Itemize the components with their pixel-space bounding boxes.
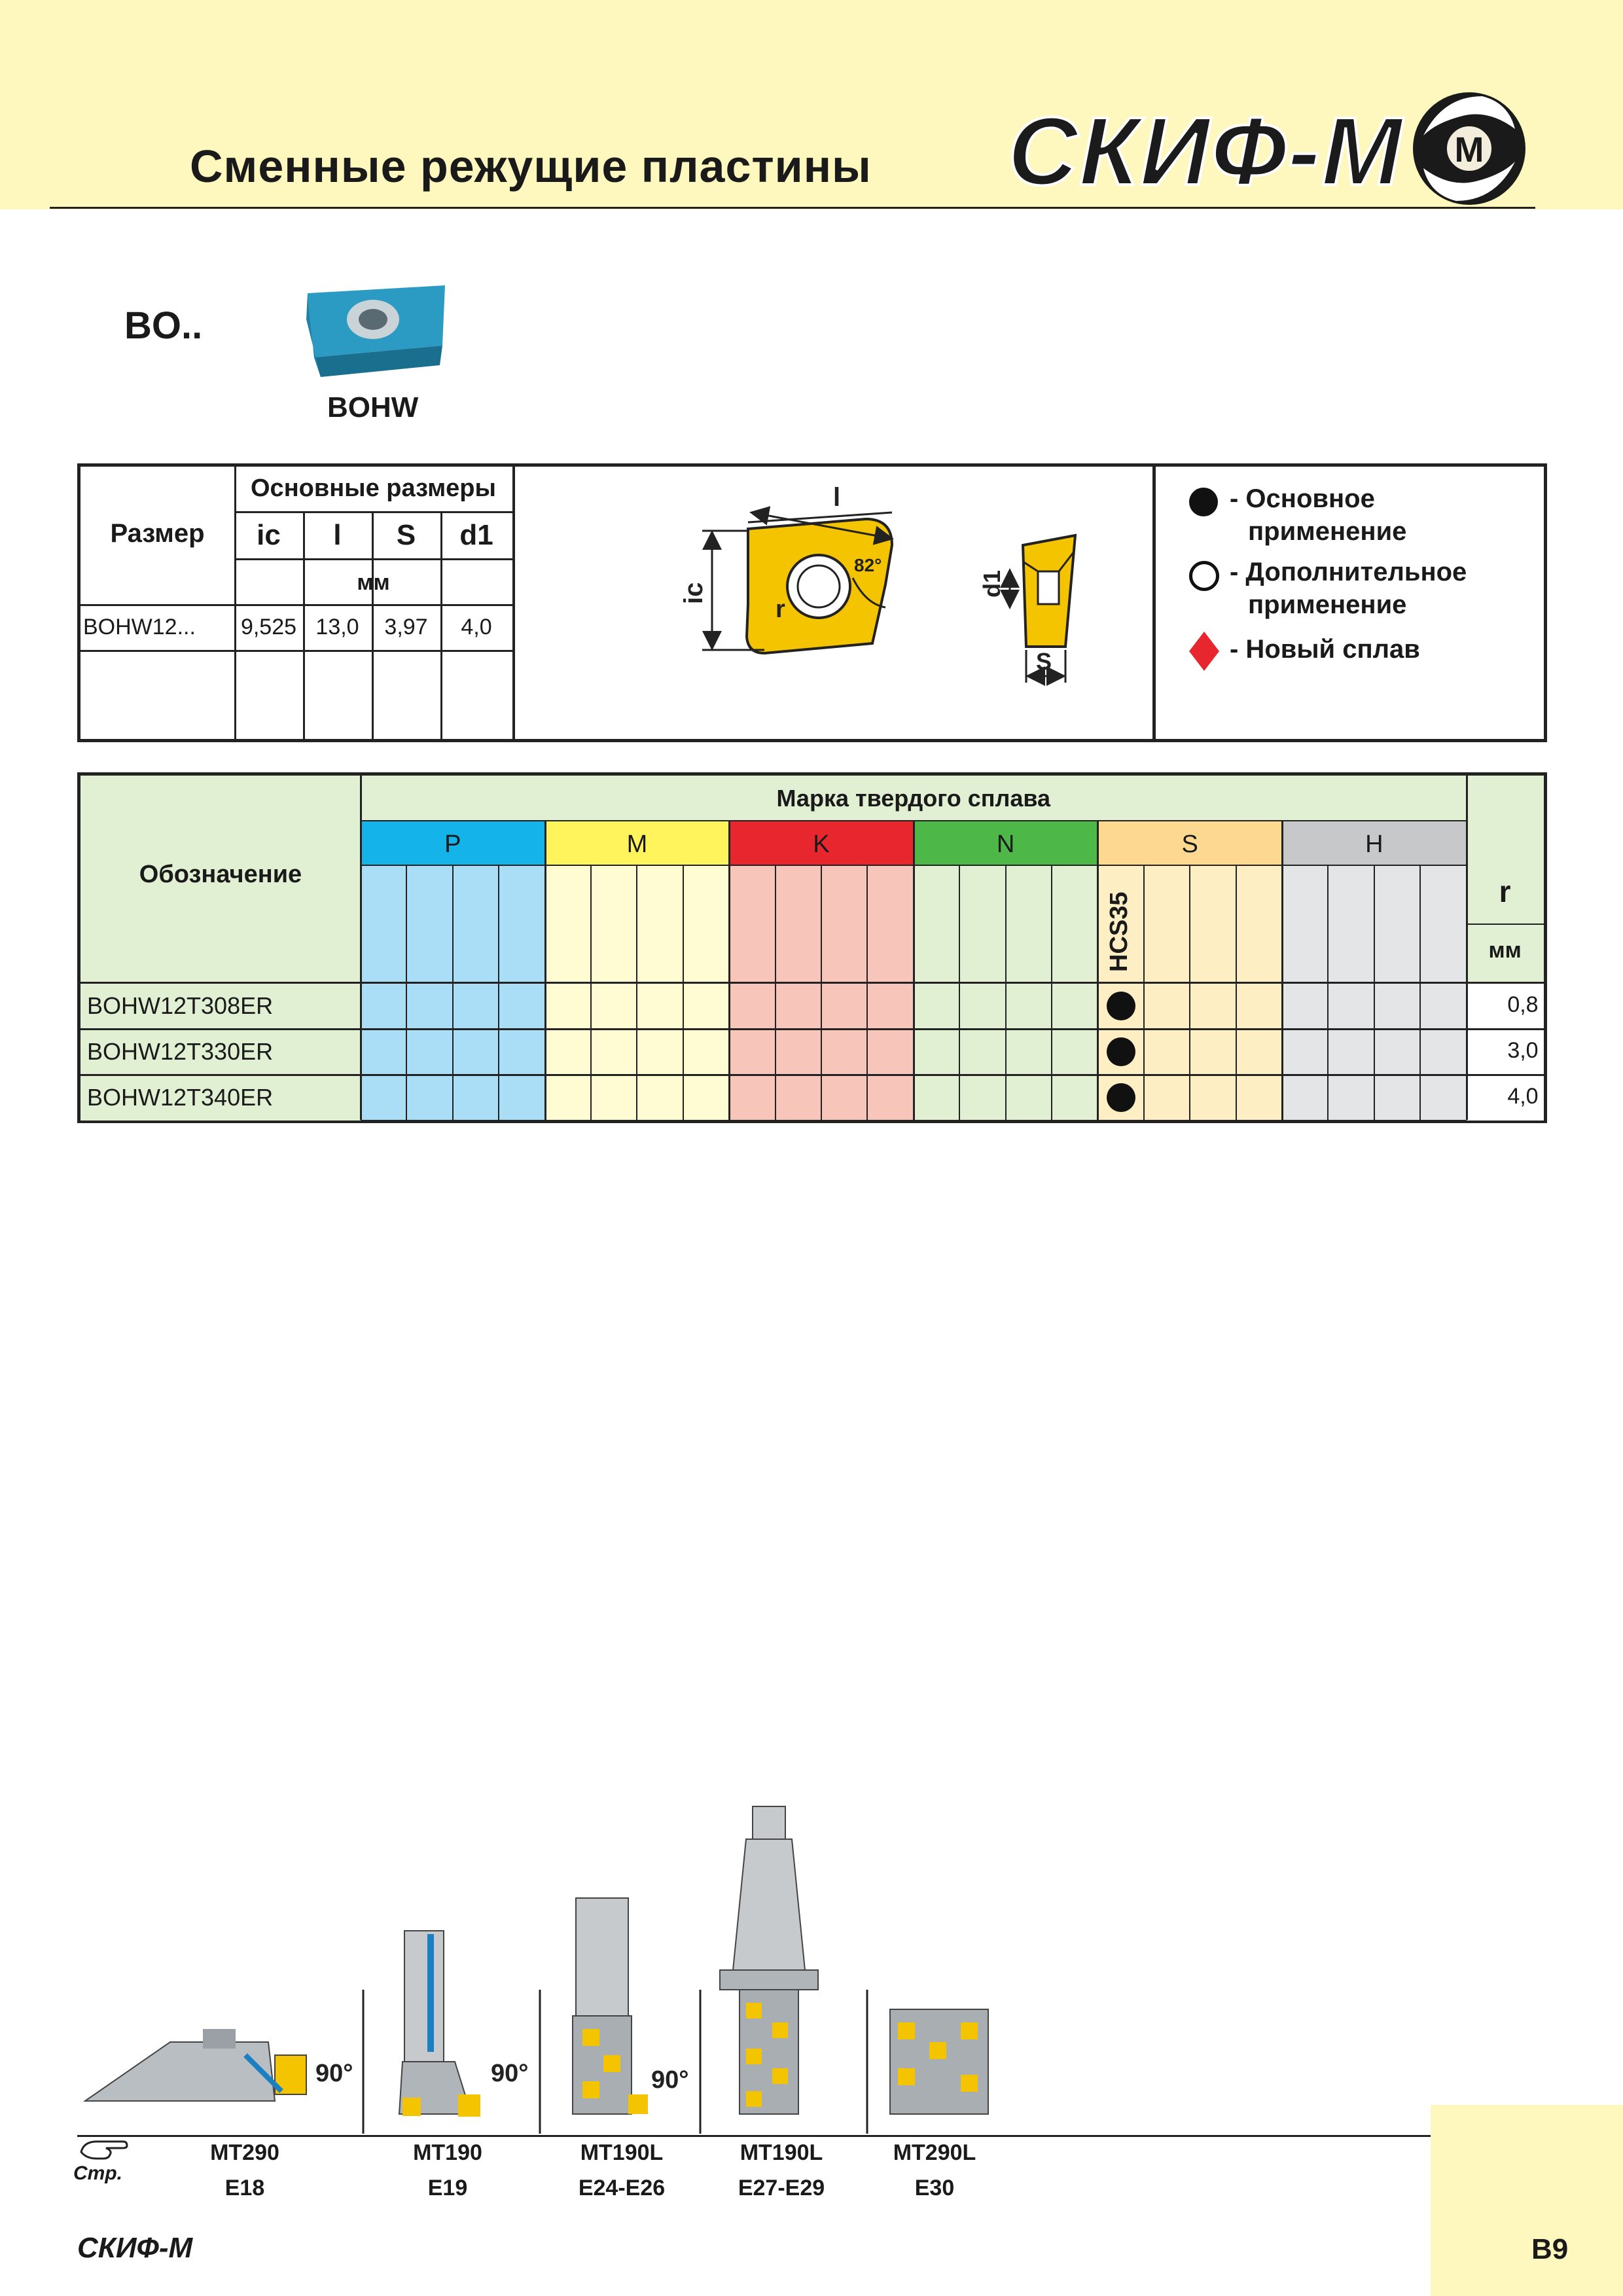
col-l: l: [333, 519, 342, 551]
tool-page-4: E27-E29: [738, 2176, 825, 2200]
r-header: r: [1499, 874, 1511, 908]
grid-line: [1236, 866, 1237, 1120]
series-code: BO..: [124, 304, 203, 347]
new-grade-icon: [1188, 632, 1221, 671]
col-s: S: [396, 519, 416, 551]
grade-column: [776, 866, 821, 1120]
grades-table: [77, 772, 1547, 1123]
grid-line: [1189, 866, 1190, 1120]
tool-name-2: MT190: [413, 2140, 482, 2165]
size-header: Размер: [110, 519, 205, 548]
grid-line: [1143, 866, 1145, 1120]
table-row-r: 0,8: [1507, 992, 1539, 1017]
grid-line: [80, 1028, 1544, 1030]
tools-illustration: [72, 1793, 1027, 2134]
grid-line: [683, 866, 684, 1120]
group-label-h: H: [1365, 831, 1383, 858]
grade-column: [867, 866, 913, 1120]
svg-text:M: M: [1454, 130, 1484, 170]
group-label-n: N: [996, 831, 1015, 858]
grade-header: Марка твердого сплава: [776, 785, 1051, 812]
tool-name-4: MT190L: [740, 2140, 823, 2165]
grade-column: [821, 866, 867, 1120]
group-label-s: S: [1181, 831, 1198, 858]
grid-line: [1374, 866, 1375, 1120]
grid-line: [1466, 776, 1468, 1120]
grid-line: [913, 821, 915, 1120]
l-value: 13,0: [315, 615, 359, 639]
logo-emblem: [1413, 92, 1525, 205]
col-ic: ic: [257, 519, 281, 551]
main-use-mark: [1107, 1037, 1135, 1066]
grid-line: [1005, 866, 1007, 1120]
header-rule: [50, 207, 1535, 209]
grid-line: [1327, 866, 1329, 1120]
grade-column: [406, 866, 452, 1120]
group-label-k: K: [813, 831, 830, 858]
grade-column: [1328, 866, 1374, 1120]
extra-use-icon: [1189, 561, 1219, 591]
grid-line: [821, 866, 822, 1120]
grid-line: [406, 866, 407, 1120]
grid-line: [866, 866, 868, 1120]
grid-line: [360, 776, 362, 1120]
svg-text:82°: 82°: [854, 555, 882, 575]
grade-column: [1420, 866, 1466, 1120]
col-d1: d1: [459, 519, 493, 551]
insert-image: [288, 280, 458, 378]
svg-text:l: l: [833, 483, 841, 512]
tool-mt190l-short: [573, 1898, 648, 2114]
grade-column: [1190, 866, 1236, 1120]
table-row-designation: BOHW12T340ER: [87, 1084, 274, 1111]
main-dims-header: Основные размеры: [251, 475, 496, 502]
svg-text:СКИФ-М: СКИФ-М: [1008, 98, 1404, 206]
grade-column: [1282, 866, 1328, 1120]
legend-main: - Основное: [1230, 484, 1375, 513]
group-label-p: P: [444, 831, 461, 858]
insert-drawing: [656, 473, 1115, 735]
d1-value: 4,0: [461, 615, 492, 639]
grid-line: [1419, 866, 1421, 1120]
svg-text:ic: ic: [679, 582, 708, 604]
grade-column: [637, 866, 683, 1120]
ic-value: 9,525: [240, 615, 297, 639]
tool-mt290l: [890, 2009, 988, 2114]
grade-column: [1236, 866, 1282, 1120]
tool-mt290: [85, 2029, 306, 2101]
table-row-designation: BOHW12T330ER: [87, 1038, 274, 1065]
r-unit: мм: [1488, 938, 1522, 963]
grid-line: [1097, 821, 1099, 1120]
svg-text:90°: 90°: [315, 2060, 353, 2087]
grid-line: [80, 982, 1544, 984]
grid-line: [728, 821, 730, 1120]
table-row-r: 3,0: [1507, 1038, 1539, 1063]
grid-line: [498, 866, 499, 1120]
grid-line: [1051, 866, 1052, 1120]
grade-column: [453, 866, 499, 1120]
grid-line: [544, 821, 546, 1120]
legend-extra: - Дополнительное: [1230, 558, 1467, 586]
grid-line: [636, 866, 637, 1120]
grid-line: [590, 866, 592, 1120]
svg-text:90°: 90°: [651, 2066, 689, 2094]
s-value: 3,97: [384, 615, 428, 639]
grid-line: [959, 866, 960, 1120]
grade-column: [591, 866, 637, 1120]
svg-text:S: S: [1036, 648, 1052, 675]
main-use-mark: [1107, 1083, 1135, 1112]
tool-mt190: [399, 1931, 480, 2117]
tool-page-2: E19: [427, 2176, 468, 2200]
grid-line: [1281, 821, 1283, 1120]
footer-band: [1431, 2105, 1623, 2296]
page-ref-label: Стр.: [73, 2162, 122, 2184]
grade-column: [914, 866, 959, 1120]
grid-line: [80, 1074, 1544, 1076]
tool-name-1: MT290: [210, 2140, 279, 2165]
size-cell: BOHW12...: [83, 615, 196, 639]
svg-text:r: r: [776, 596, 785, 623]
tool-page-5: E30: [914, 2176, 955, 2200]
table-row-r: 4,0: [1507, 1084, 1539, 1109]
grade-column: [545, 866, 591, 1120]
brand-logo: [1008, 86, 1531, 211]
legend-main-2: применение: [1248, 517, 1407, 546]
svg-text:90°: 90°: [491, 2060, 529, 2087]
tool-name-5: MT290L: [893, 2140, 976, 2165]
grade-column: [1006, 866, 1052, 1120]
tool-page-1: E18: [224, 2176, 265, 2200]
grid-line: [452, 866, 454, 1120]
grid-line: [775, 866, 776, 1120]
group-label-m: M: [626, 831, 648, 858]
table-row-designation: BOHW12T308ER: [87, 992, 274, 1019]
grade-column: [729, 866, 775, 1120]
grade-column: [959, 866, 1005, 1120]
grade-column: [1144, 866, 1190, 1120]
tool-mt190l-long: [720, 1806, 818, 2114]
footer-brand: СКИФ-М: [77, 2232, 193, 2264]
grade-column: [499, 866, 544, 1120]
grade-column: [1052, 866, 1097, 1120]
svg-text:d1: d1: [978, 569, 1005, 598]
tool-page-3: E24-E26: [578, 2176, 666, 2200]
grade-column: [683, 866, 729, 1120]
dimensions-table: [77, 463, 1547, 742]
grade-column: [361, 866, 406, 1120]
grid-line: [1467, 924, 1544, 925]
main-use-icon: [1189, 488, 1218, 516]
grade-name-hcs35: HCS35: [1105, 891, 1133, 972]
legend-extra-2: применение: [1248, 590, 1407, 619]
grade-column: [1374, 866, 1420, 1120]
main-use-mark: [1107, 992, 1135, 1020]
tool-name-3: MT190L: [580, 2140, 664, 2165]
page-title: Сменные режущие пластины: [190, 141, 872, 192]
insert-name: BOHW: [327, 391, 419, 423]
legend-new: - Новый сплав: [1230, 635, 1420, 664]
unit-label: мм: [357, 570, 390, 595]
designation-header: Обозначение: [139, 861, 302, 888]
page-number: B9: [1531, 2233, 1569, 2265]
